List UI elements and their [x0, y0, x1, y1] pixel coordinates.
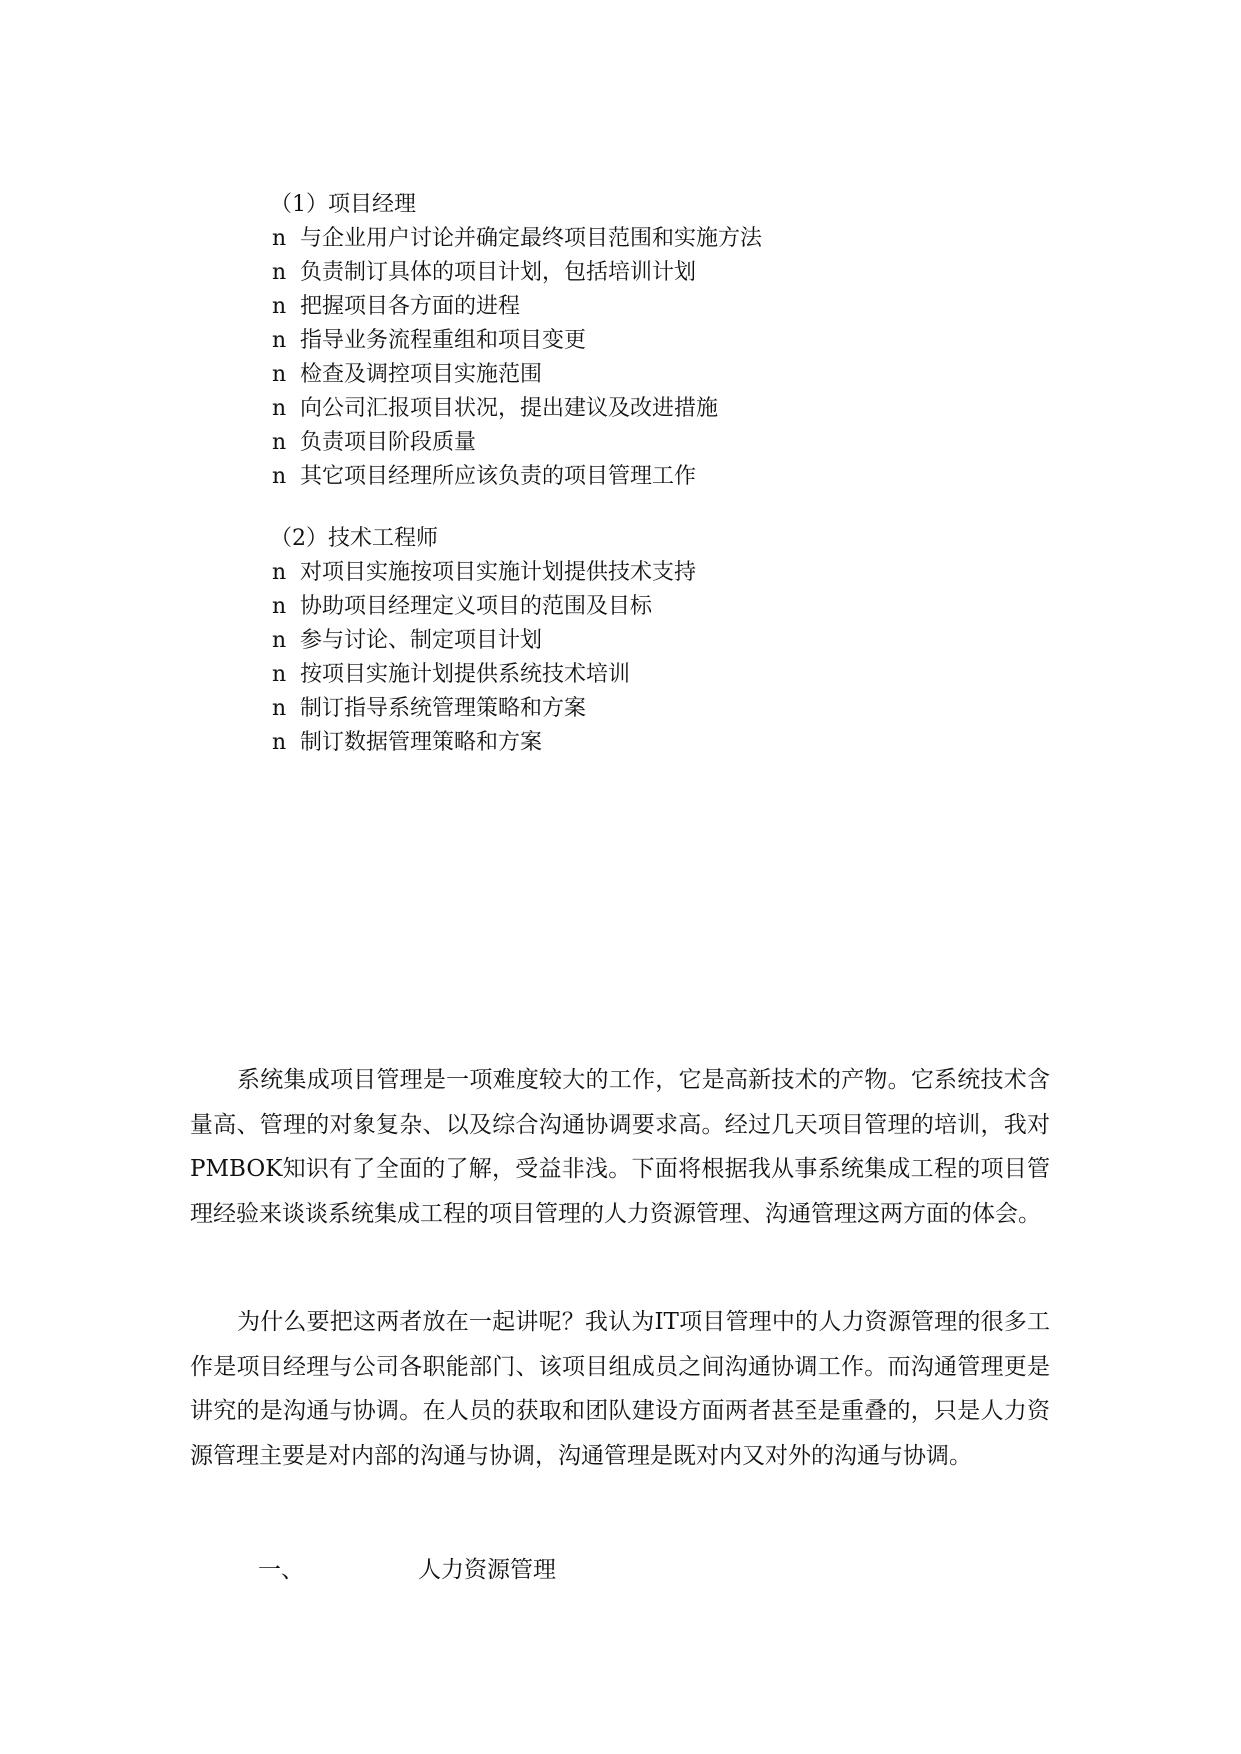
section-heading: [258, 1552, 556, 1588]
duty-item: [272, 324, 586, 358]
duty-item: [272, 290, 520, 324]
duty-item: [272, 460, 696, 494]
duty-text: 按项目实施计划提供系统技术培训: [300, 662, 631, 687]
duty-item: [272, 658, 630, 692]
duty-item: [272, 426, 476, 460]
duty-item: [272, 256, 696, 290]
bullet-marker: n: [272, 662, 287, 687]
duty-item: [272, 726, 542, 760]
bullet-marker: n: [272, 226, 287, 251]
bullet-marker: n: [272, 328, 287, 353]
bullet-marker: n: [272, 560, 287, 585]
duty-text: 向公司汇报项目状况，提出建议及改进措施: [300, 396, 719, 421]
duty-item: [272, 556, 696, 590]
duty-text: 指导业务流程重组和项目变更: [300, 328, 587, 353]
bullet-marker: n: [272, 396, 287, 421]
duty-item: [272, 358, 542, 392]
bullet-marker: n: [272, 294, 287, 319]
duty-item: [272, 692, 586, 726]
body-paragraph-intro: 系统集成项目管理是一项难度较大的工作，它是高新技术的产物。它系统技术含量高、管理的对象复杂、以及综合沟通协调要求高。经过几天项目管理的培训，我对PMBOK知识有了全面的了解，受益非浅。下面将根据我从事系统集成工程的项目管理经验来谈谈系统集成工程的项目管理的人力资源管理、沟通管理这两方面的体会。: [190, 1067, 1050, 1227]
duty-text: 制订数据管理策略和方案: [300, 730, 543, 755]
bullet-marker: n: [272, 730, 287, 755]
bullet-marker: n: [272, 628, 287, 653]
section-number: 一、: [258, 1557, 304, 1583]
body-paragraph-why: 为什么要把这两者放在一起讲呢？我认为IT项目管理中的人力资源管理的很多工作是项目经理与公司各职能部门、该项目组成员之间沟通协调工作。而沟通管理更是讲究的是沟通与协调。在人员的获取和团队建设方面两者甚至是重叠的，只是人力资源管理主要是对内部的沟通与协调，沟通管理是既对内又对外的沟通与协调。: [190, 1309, 1050, 1469]
duty-text: 与企业用户讨论并确定最终项目范围和实施方法: [300, 226, 763, 251]
section-title: 人力资源管理: [418, 1557, 556, 1583]
duty-text: 制订指导系统管理策略和方案: [300, 696, 587, 721]
role-heading-project-manager: （1）项目经理: [270, 192, 416, 217]
duty-item: [272, 392, 718, 426]
bullet-marker: n: [272, 430, 287, 455]
duty-text: 把握项目各方面的进程: [300, 294, 521, 319]
bullet-marker: n: [272, 594, 287, 619]
bullet-marker: n: [272, 362, 287, 387]
bullet-marker: n: [272, 696, 287, 721]
role-heading-technical-engineer: （2）技术工程师: [270, 526, 438, 551]
duty-text: 参与讨论、制定项目计划: [300, 628, 543, 653]
bullet-marker: n: [272, 464, 287, 489]
duty-item: [272, 222, 762, 256]
bullet-marker: n: [272, 260, 287, 285]
duty-text: 检查及调控项目实施范围: [300, 362, 543, 387]
duty-item: [272, 624, 542, 658]
duty-text: 协助项目经理定义项目的范围及目标: [300, 594, 653, 619]
duty-text: 其它项目经理所应该负责的项目管理工作: [300, 464, 697, 489]
duty-item: [272, 590, 652, 624]
duty-text: 负责制订具体的项目计划，包括培训计划: [300, 260, 697, 285]
duty-text: 对项目实施按项目实施计划提供技术支持: [300, 560, 697, 585]
duty-text: 负责项目阶段质量: [300, 430, 477, 455]
